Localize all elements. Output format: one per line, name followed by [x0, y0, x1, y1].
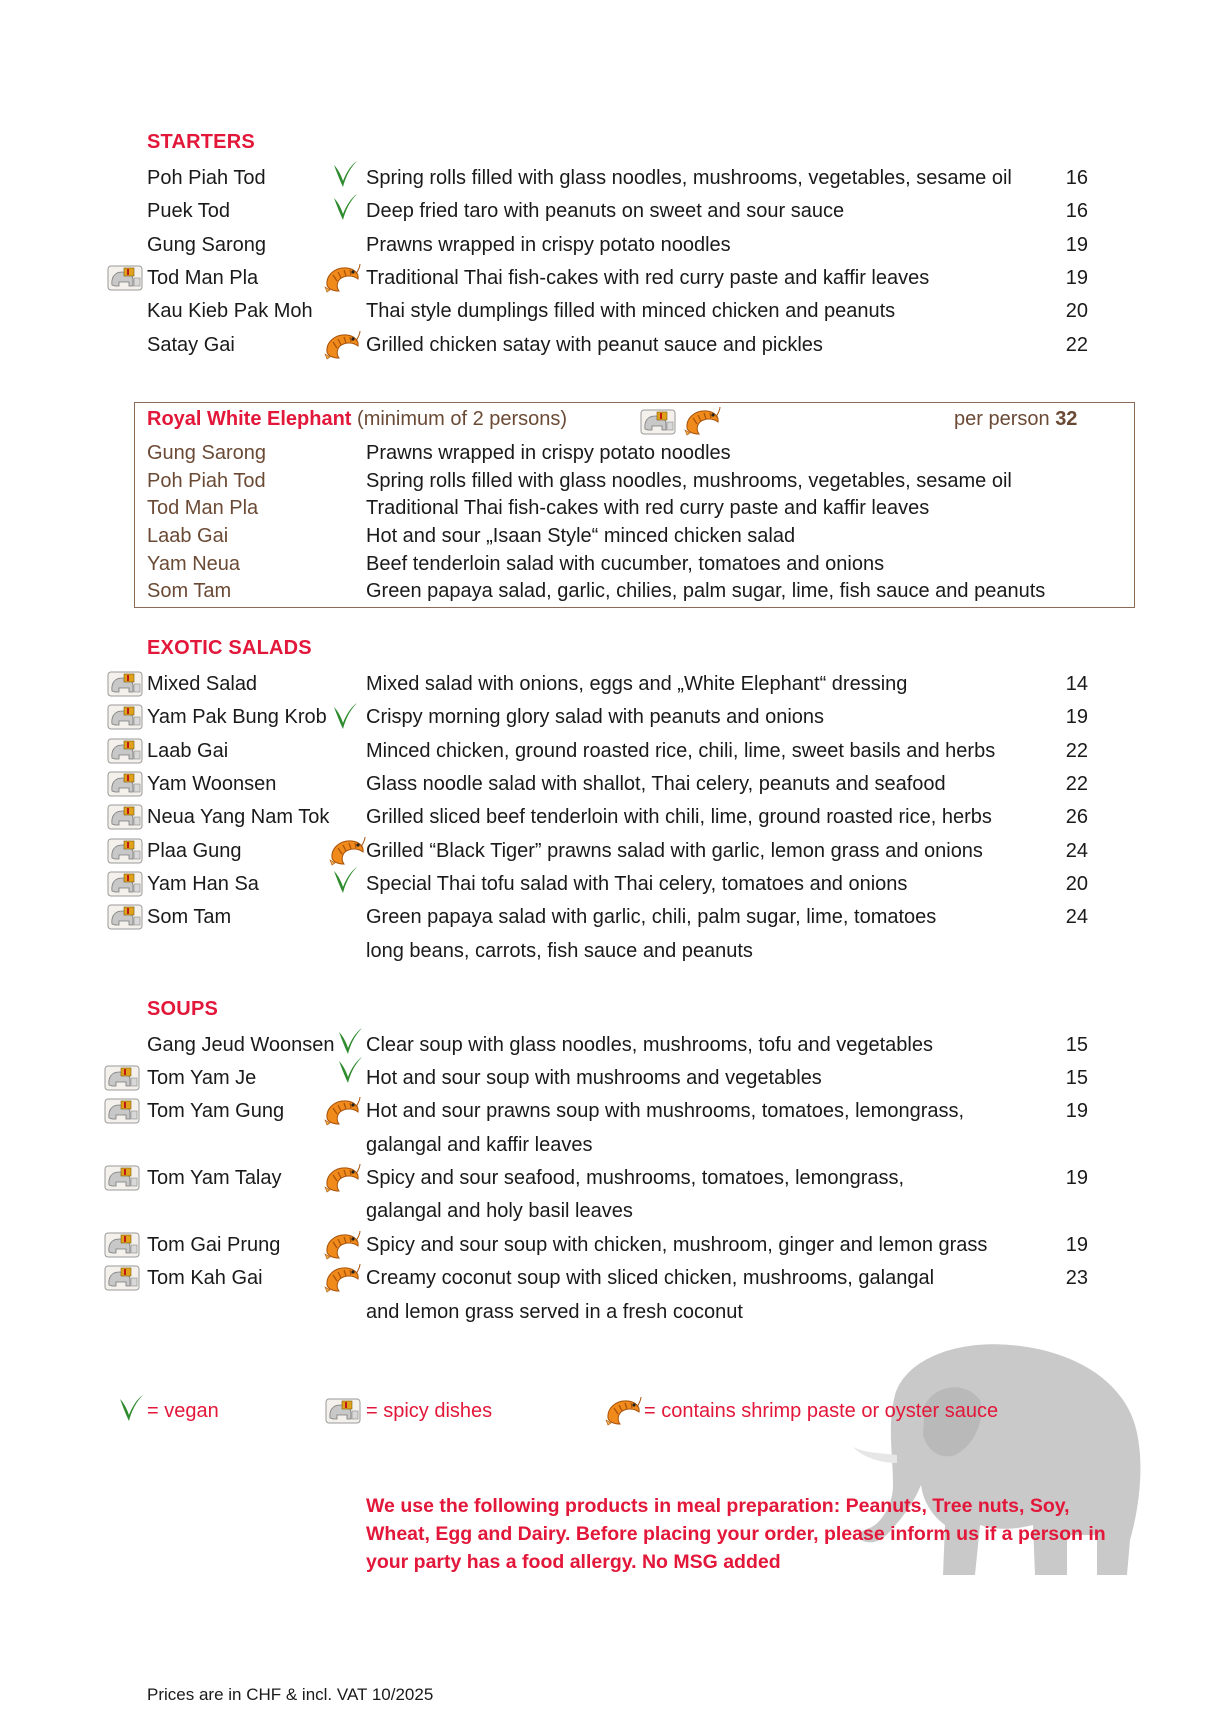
royal-set-subtitle: (minimum of 2 persons) [357, 408, 568, 430]
royal-price-label: per person [954, 408, 1050, 430]
menu-item [0, 300, 1222, 333]
item-price: 22 [1065, 740, 1088, 762]
item-price: 16 [1065, 200, 1088, 222]
item-description: Hot and sour prawns soup with mushrooms, tomatoes, lemongrass, [366, 1100, 965, 1122]
item-price: 20 [1065, 873, 1088, 895]
royal-item [0, 497, 1222, 525]
spicy-elephant-icon [107, 671, 143, 697]
item-name: Yam Pak Bung Krob [147, 706, 327, 728]
item-price: 19 [1065, 706, 1088, 728]
item-price: 19 [1065, 1234, 1088, 1256]
menu-item [0, 1167, 1222, 1200]
item-description-continued: long beans, carrots, fish sauce and peanuts [366, 940, 753, 962]
item-name: Som Tam [147, 580, 232, 602]
item-name: Poh Piah Tod [147, 167, 266, 189]
item-name: Gang Jeud Woonsen [147, 1034, 335, 1056]
item-price: 16 [1065, 167, 1088, 189]
item-name: Yam Neua [147, 553, 241, 575]
shrimp-icon [323, 263, 361, 293]
item-description: Grilled chicken satay with peanut sauce and pickles [366, 334, 823, 356]
royal-price-value: 32 [1055, 408, 1078, 430]
legend-shrimp: = contains shrimp paste or oyster sauce [644, 1400, 999, 1422]
item-name: Laab Gai [147, 740, 229, 762]
item-description: Prawns wrapped in crispy potato noodles [366, 442, 731, 464]
item-name: Tod Man Pla [147, 267, 259, 289]
vegan-leaf-icon [331, 192, 359, 222]
item-description: Traditional Thai fish-cakes with red curry paste and kaffir leaves [366, 267, 930, 289]
menu-item [0, 1034, 1222, 1067]
spicy-elephant-icon [104, 1065, 140, 1091]
shrimp-icon [328, 836, 366, 866]
spicy-elephant-icon [640, 409, 676, 435]
section-title-starters: STARTERS [147, 131, 255, 153]
item-price: 20 [1065, 300, 1088, 322]
menu-item [0, 773, 1222, 806]
spicy-elephant-icon [107, 838, 143, 864]
shrimp-icon [323, 1263, 361, 1293]
item-description-continued: galangal and kaffir leaves [366, 1134, 593, 1156]
menu-item [0, 1267, 1222, 1300]
menu-item [0, 267, 1222, 300]
item-name: Satay Gai [147, 334, 235, 356]
menu-item [0, 906, 1222, 939]
item-description-continued: galangal and holy basil leaves [366, 1200, 633, 1222]
royal-set-title [147, 408, 567, 431]
item-description: Hot and sour soup with mushrooms and vegetables [366, 1067, 822, 1089]
vegan-leaf-icon [117, 1393, 145, 1423]
legend-vegan: = vegan [147, 1400, 219, 1422]
spicy-elephant-icon [104, 1265, 140, 1291]
item-description: Creamy coconut soup with sliced chicken, mushrooms, galangal [366, 1267, 935, 1289]
spicy-elephant-icon [325, 1398, 361, 1424]
royal-set-price [954, 408, 1077, 431]
menu-item [0, 1067, 1222, 1100]
spicy-elephant-icon [104, 1098, 140, 1124]
item-price: 22 [1065, 334, 1088, 356]
item-name: Neua Yang Nam Tok [147, 806, 330, 828]
royal-item [0, 470, 1222, 498]
item-name: Tom Kah Gai [147, 1267, 263, 1289]
menu-item [0, 167, 1222, 200]
item-price: 24 [1065, 906, 1088, 928]
shrimp-icon [323, 1096, 361, 1126]
item-price: 14 [1065, 673, 1088, 695]
item-name: Gung Sarong [147, 234, 266, 256]
spicy-elephant-icon [107, 804, 143, 830]
section-title-soups: SOUPS [147, 998, 219, 1020]
item-name: Som Tam [147, 906, 232, 928]
item-description: Grilled sliced beef tenderloin with chili, lime, ground roasted rice, herbs [366, 806, 992, 828]
item-description: Hot and sour „Isaan Style“ minced chicken salad [366, 525, 796, 547]
item-description: Green papaya salad with garlic, chili, palm sugar, lime, tomatoes [366, 906, 937, 928]
item-description: Beef tenderloin salad with cucumber, tomatoes and onions [366, 553, 885, 575]
item-price: 19 [1065, 1100, 1088, 1122]
spicy-elephant-icon [107, 704, 143, 730]
spicy-elephant-icon [107, 904, 143, 930]
spicy-elephant-icon [107, 265, 143, 291]
shrimp-icon [323, 1163, 361, 1193]
item-description: Crispy morning glory salad with peanuts and onions [366, 706, 825, 728]
section-title-salads: EXOTIC SALADS [147, 637, 312, 659]
item-name: Laab Gai [147, 525, 229, 547]
item-price: 19 [1065, 1167, 1088, 1189]
item-name: Poh Piah Tod [147, 470, 266, 492]
menu-item [0, 200, 1222, 233]
item-price: 23 [1065, 1267, 1088, 1289]
spicy-elephant-icon [107, 738, 143, 764]
menu-item [0, 740, 1222, 773]
item-description: Deep fried taro with peanuts on sweet and sour sauce [366, 200, 845, 222]
vegan-leaf-icon [331, 159, 359, 189]
item-name: Kau Kieb Pak Moh [147, 300, 313, 322]
item-name: Tom Yam Talay [147, 1167, 282, 1189]
item-description: Grilled “Black Tiger” prawns salad with garlic, lemon grass and onions [366, 840, 983, 862]
menu-item [0, 334, 1222, 367]
item-price: 22 [1065, 773, 1088, 795]
item-name: Plaa Gung [147, 840, 242, 862]
item-price: 26 [1065, 806, 1088, 828]
vegan-leaf-icon [331, 865, 359, 895]
vegan-leaf-icon [336, 1026, 364, 1056]
royal-item [0, 580, 1222, 608]
menu-item [0, 673, 1222, 706]
royal-item [0, 553, 1222, 581]
shrimp-icon [683, 406, 721, 436]
menu-item [0, 1100, 1222, 1133]
royal-item [0, 442, 1222, 470]
item-name: Mixed Salad [147, 673, 258, 695]
item-name: Tod Man Pla [147, 497, 259, 519]
price-footnote: Prices are in CHF & incl. VAT 10/2025 [147, 1685, 434, 1704]
item-description: Thai style dumplings filled with minced chicken and peanuts [366, 300, 896, 322]
menu-item [0, 840, 1222, 873]
item-description: Prawns wrapped in crispy potato noodles [366, 234, 731, 256]
spicy-elephant-icon [104, 1165, 140, 1191]
item-description: Green papaya salad, garlic, chilies, palm sugar, lime, fish sauce and peanuts [366, 580, 1046, 602]
item-name: Yam Han Sa [147, 873, 259, 895]
spicy-elephant-icon [104, 1232, 140, 1258]
menu-item [0, 234, 1222, 267]
shrimp-icon [323, 330, 361, 360]
item-description: Clear soup with glass noodles, mushrooms, tofu and vegetables [366, 1034, 933, 1056]
allergy-note: We use the following products in meal preparation: Peanuts, Tree nuts, Soy, Wheat, Egg and Dairy. Before placing your order, please inform us if a person in your party has a food allergy. No MSG added [366, 1495, 1106, 1573]
item-description: Traditional Thai fish-cakes with red curry paste and kaffir leaves [366, 497, 930, 519]
item-name: Tom Yam Je [147, 1067, 257, 1089]
item-description: Glass noodle salad with shallot, Thai celery, peanuts and seafood [366, 773, 946, 795]
shrimp-icon [604, 1396, 642, 1426]
item-description: Spicy and sour soup with chicken, mushroom, ginger and lemon grass [366, 1234, 988, 1256]
item-description: Spring rolls filled with glass noodles, mushrooms, vegetables, sesame oil [366, 470, 1012, 492]
item-price: 19 [1065, 267, 1088, 289]
menu-item [0, 706, 1222, 739]
vegan-leaf-icon [336, 1055, 364, 1085]
item-name: Gung Sarong [147, 442, 266, 464]
item-name: Yam Woonsen [147, 773, 277, 795]
item-description-continued: and lemon grass served in a fresh coconut [366, 1301, 743, 1323]
shrimp-icon [323, 1230, 361, 1260]
royal-set-name: Royal White Elephant [147, 408, 352, 430]
item-price: 19 [1065, 234, 1088, 256]
menu-item [0, 806, 1222, 839]
item-name: Puek Tod [147, 200, 231, 222]
royal-item [0, 525, 1222, 553]
menu-item [0, 873, 1222, 906]
item-description: Mixed salad with onions, eggs and „White Elephant“ dressing [366, 673, 908, 695]
menu-item [0, 1234, 1222, 1267]
item-name: Tom Gai Prung [147, 1234, 281, 1256]
item-description: Minced chicken, ground roasted rice, chili, lime, sweet basils and herbs [366, 740, 996, 762]
item-description: Spicy and sour seafood, mushrooms, tomatoes, lemongrass, [366, 1167, 905, 1189]
spicy-elephant-icon [107, 771, 143, 797]
vegan-leaf-icon [331, 701, 359, 731]
item-price: 15 [1065, 1067, 1088, 1089]
item-description: Spring rolls filled with glass noodles, mushrooms, vegetables, sesame oil [366, 167, 1012, 189]
item-description: Special Thai tofu salad with Thai celery, tomatoes and onions [366, 873, 908, 895]
item-price: 24 [1065, 840, 1088, 862]
legend-spicy: = spicy dishes [366, 1400, 493, 1422]
spicy-elephant-icon [107, 871, 143, 897]
item-price: 15 [1065, 1034, 1088, 1056]
item-name: Tom Yam Gung [147, 1100, 285, 1122]
